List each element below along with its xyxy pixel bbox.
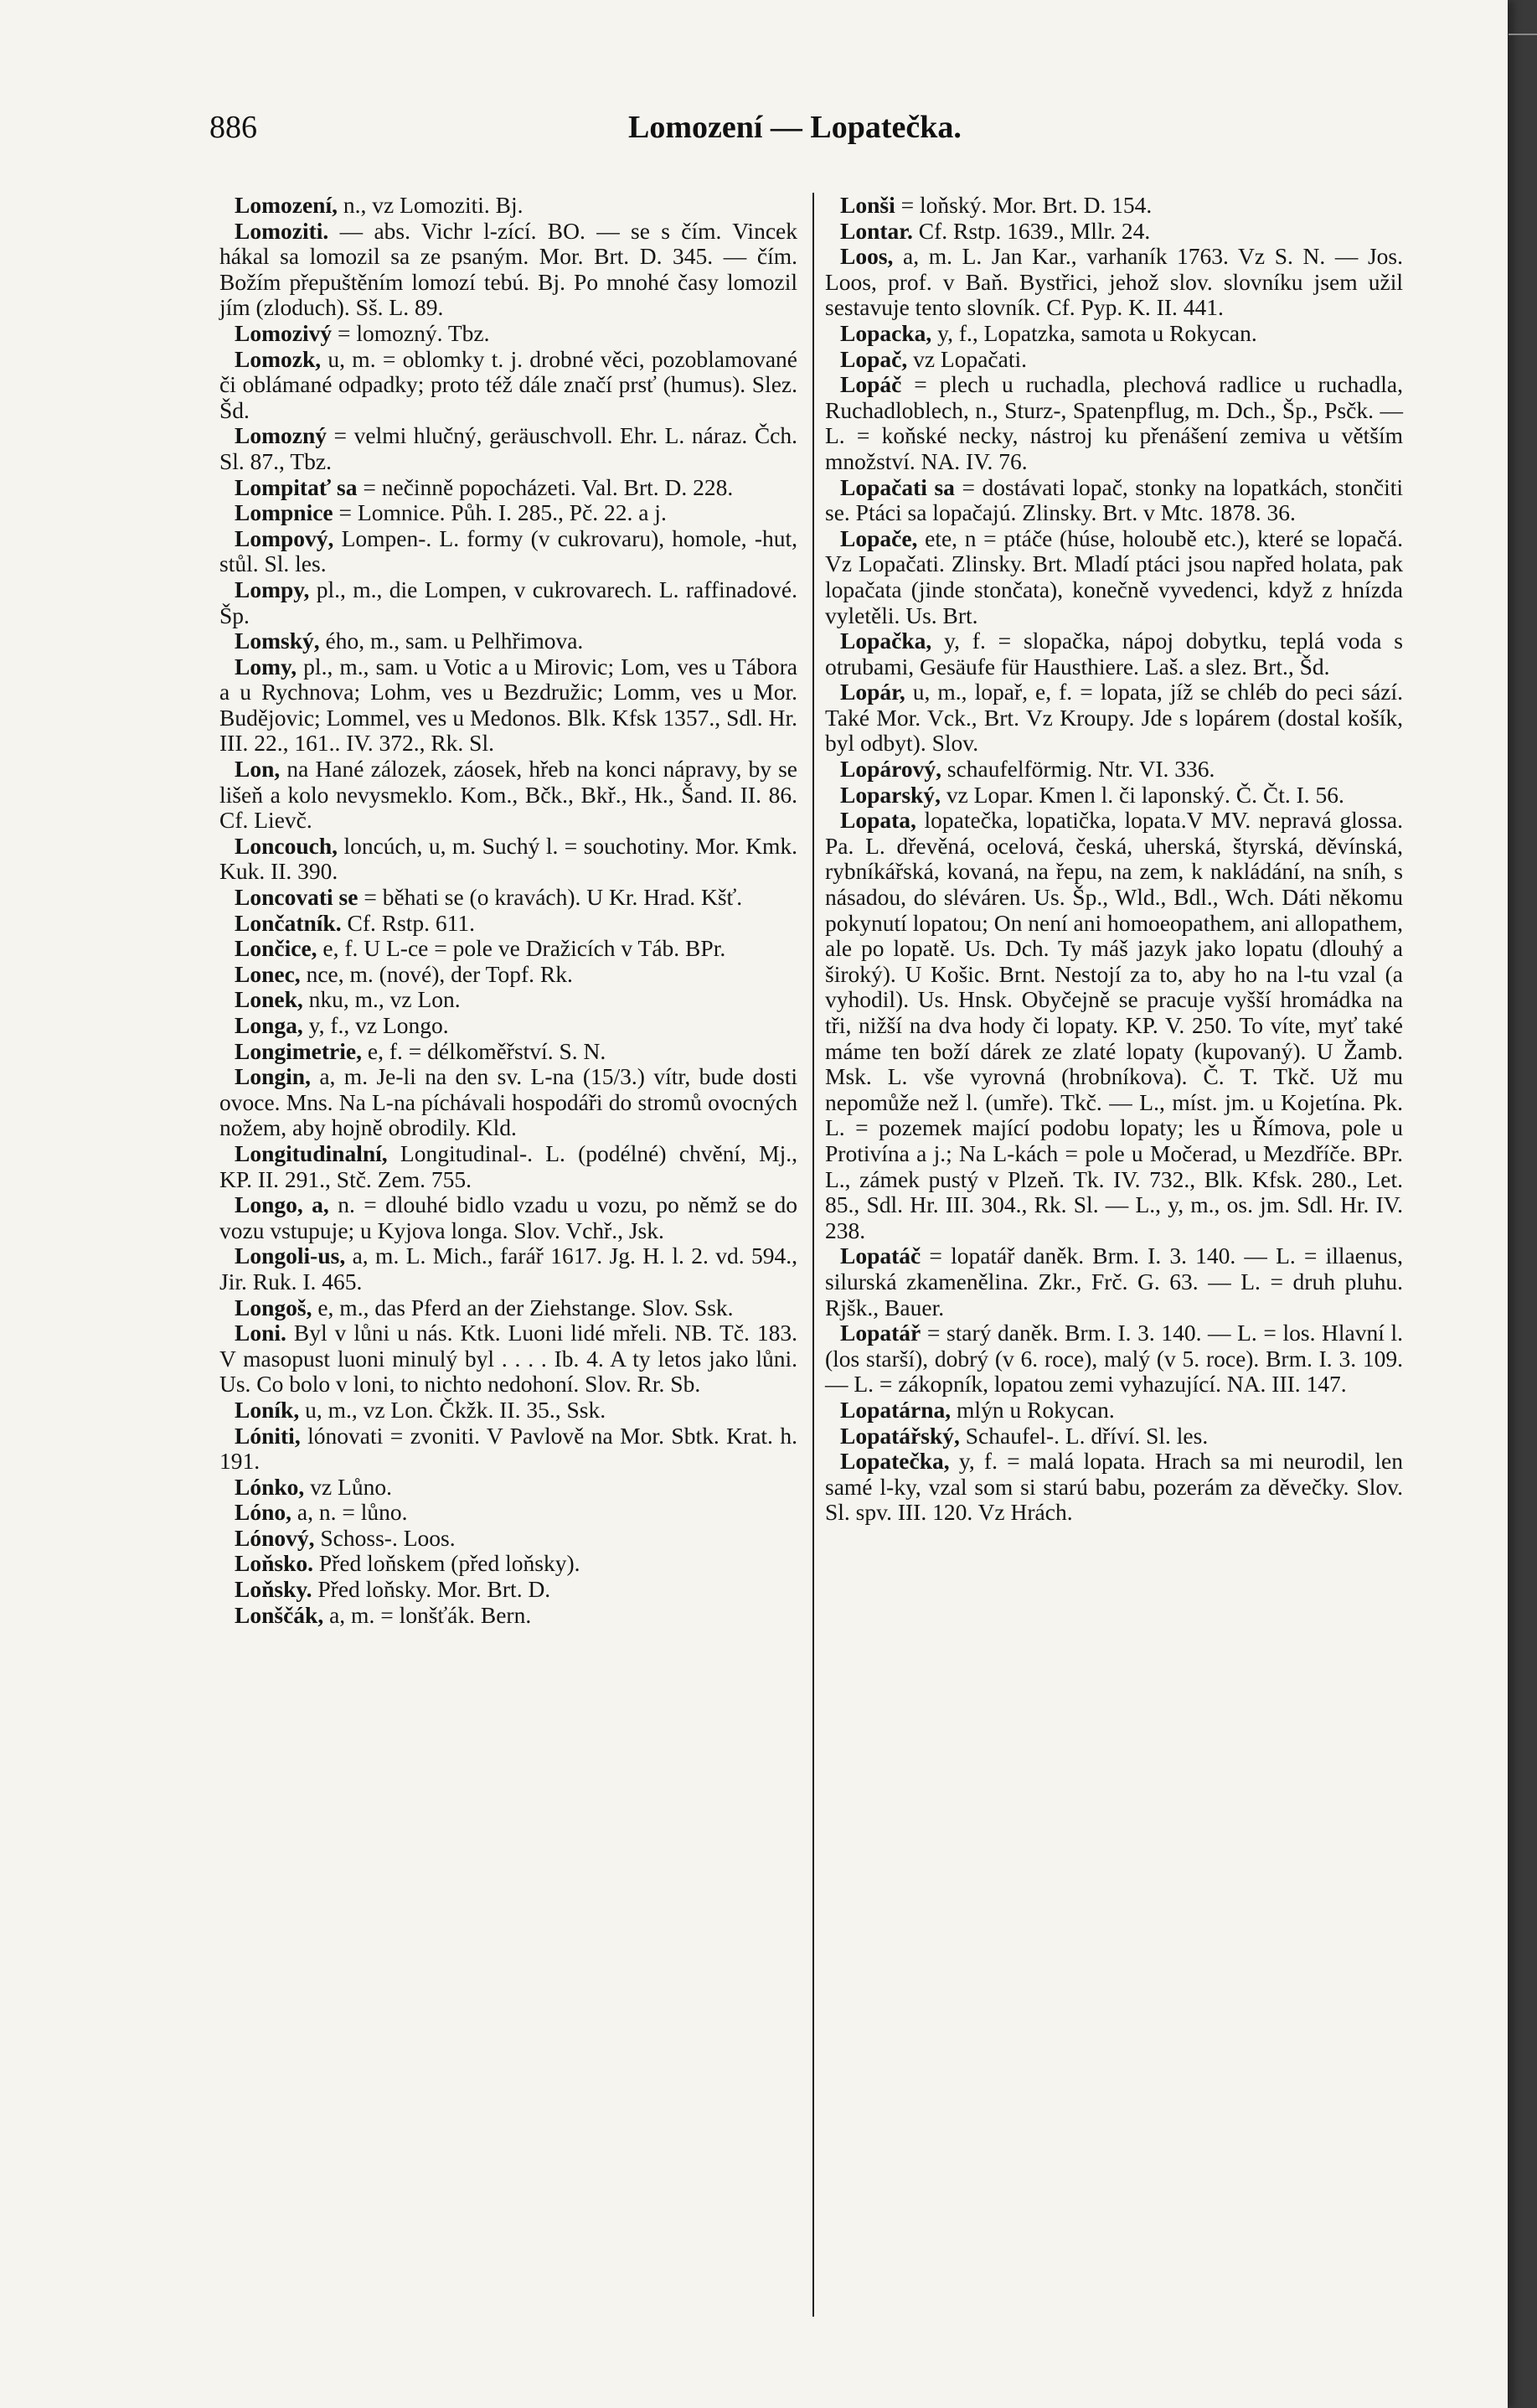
entry-headword: Lopacka, [840,319,932,346]
dictionary-entry [219,1551,797,1577]
entry-headword: Loni. [235,1320,286,1346]
entry-text: Před loňsky. Mor. Brt. D. [312,1576,551,1603]
entry-text: = dostávati lopač, stonky na lopatkách, stončiti se. Ptáci sa lopačajú. Zlinsky. Brt. v Mtc. 1878. 36. [825,473,1404,526]
dictionary-entry [219,423,797,474]
entry-text: ete, n = ptáče (húse, holoubě etc.), které se lopačá. Vz Lopačati. Zlinsky. Brt. Mladí ptáci jsou napřed holata, pak lopačata (jinde stončata), konečně vyvedenci, když z hnízda vyletěli. Us. Brt. [825,524,1403,628]
entry-headword: Lopár, [840,679,905,705]
entry-headword: Longo, a, [235,1191,329,1218]
entry-headword: Longimetrie, [235,1037,362,1064]
dictionary-entry [219,1320,797,1398]
entry-text: e, f. U L-ce = pole ve Dražicích v Táb. BPr. [317,935,726,962]
dictionary-entry [219,193,797,219]
dictionary-entry [219,1192,797,1243]
dictionary-entry [825,1243,1403,1320]
entry-text: y, f. = slopačka, nápoj dobytku, teplá voda s otrubami, Gesäufe für Hausthiere. Laš. a slez. Brt., Šd. [825,628,1403,680]
entry-headword: Loňsko. [235,1550,314,1577]
entry-headword: Lopatářský, [840,1422,960,1449]
entry-headword: Lonek, [235,986,303,1013]
dictionary-entry [825,680,1403,757]
entry-headword: Lóno, [235,1499,292,1526]
entry-headword: Lopárový, [840,756,941,783]
entry-text: Schaufel-. L. dříví. Sl. les. [959,1422,1209,1449]
entry-headword: Lončatník. [235,909,342,936]
entry-headword: Lopač, [840,345,908,372]
entry-text: u, m. = oblomky t. j. drobné věci, pozoblamované či oblámané odpadky; proto též dále značí prsť (humus). Slez. Šd. [219,345,797,423]
entry-headword: Lóniti, [235,1422,301,1449]
entry-headword: Lomoziti. [235,217,329,244]
dictionary-entry [219,1013,797,1039]
dictionary-entry [219,1475,797,1501]
entry-text: a, n. = lůno. [291,1499,408,1526]
dictionary-entry [219,1577,797,1603]
entry-headword: Longitudinalní, [235,1139,388,1166]
dictionary-entry [825,783,1403,809]
entry-text: loncúch, u, m. Suchý l. = souchotiny. Mor. Kmk. Kuk. II. 390. [219,832,797,885]
dictionary-entry [219,475,797,501]
entry-text: mlýn u Rokycan. [951,1396,1115,1423]
dictionary-entry [825,808,1403,1243]
entry-text: = Lomnice. Půh. I. 285., Pč. 22. a j. [333,499,667,526]
dictionary-entry [825,321,1403,347]
entry-text: a, m. L. Mich., farář 1617. Jg. H. l. 2. vd. 594., Jir. Ruk. I. 465. [219,1243,797,1294]
entry-text: — abs. Vichr l-zící. BO. — se s čím. Vincek hákal sa lomozil sa ze psaným. Mor. Brt. D. 345. — čím. Božím přepuštěním lomozí tebú. Bj. Po mnohé časy lomozil jím (zloduch). Sš. L. 89. [219,217,797,321]
entry-text: y, f., Lopatzka, samota u Rokycan. [931,319,1257,346]
dictionary-entry [219,834,797,885]
entry-text: pl., m., sam. u Votic a u Mirovic; Lom, ves u Tábora a u Rychnova; Lohm, ves u Bezdružic; Lomm, ves u Mor. Budějovic; Lommel, ves u Medonos. Blk. Kfsk 1357., Sdl. Hr. III. 22., 161.. IV. 372., Rk. Sl. [219,653,797,757]
entry-headword: Lopáč [840,371,902,398]
entry-headword: Lopatáč [840,1243,921,1269]
entry-headword: Lontar. [840,217,913,244]
entry-headword: Lonščák, [235,1601,324,1628]
entry-text: Longitudinal-. L. (podélné) chvění, Mj., KP. II. 291., Stč. Zem. 755. [219,1139,797,1192]
entry-headword: Lopačka, [840,628,932,654]
dictionary-entry [219,911,797,937]
entry-text: = plech u ruchadla, plechová radlice u ruchadla, Ruchadloblech, n., Sturz-, Spatenpflug, m. Dch., Šp., Psčk. — L. = koňské necky, nástroj ku přenášení zemiva u větším množství. NA. IV. 76. [825,371,1403,474]
entry-headword: Lomy, [235,653,297,680]
dictionary-entry [825,1449,1403,1526]
entry-text: ého, m., sam. u Pelhřimova. [319,628,584,654]
entry-text: = nečinně popocházeti. Val. Brt. D. 228. [357,473,734,500]
entry-text: a, m. L. Jan Kar., varhaník 1763. Vz S. N. — Jos. Loos, prof. v Baň. Bystřici, jehož slov. slovníku jsem užil sestavuje tento slovník. Cf. Pyp. K. II. 441. [825,243,1403,321]
entry-text: u, m., vz Lon. Čkžk. II. 35., Ssk. [299,1396,606,1423]
entry-headword: Loparský, [840,781,941,808]
entry-headword: Lónový, [235,1524,315,1551]
entry-headword: Lomození, [235,192,338,218]
entry-headword: Loník, [235,1396,300,1423]
entry-headword: Loncouch, [235,832,338,859]
entry-text: n., vz Lomoziti. Bj. [337,192,524,218]
entry-text: = starý daněk. Brm. I. 3. 140. — L. = los. Hlavní l. (los starší), dobrý (v 6. roce), malý (v 5. roce). Brm. I. 3. 109. — L. = zákopník, lopatou zemi vyhazující. NA. III. 147. [825,1320,1403,1398]
entry-text: schaufelförmig. Ntr. VI. 336. [941,756,1215,783]
entry-headword: Lompy, [235,576,310,602]
dictionary-entry [219,219,797,321]
dictionary-entry [219,1141,797,1192]
entry-headword: Lomozný [235,422,327,449]
entry-text: lopatečka, lopatička, lopata.V MV. nepravá glossa. Pa. L. dřevěná, ocelová, česká, uherská, štyrská, děvínská, rybníkářská, kovaná, na řepu, na zem, k nakládání, na sníh, s násadou, do sléváren. Us. Šp., Wld., Bdl., Wch. Dáti někomu pokynutí lopatou; On není ani homoeopathem, ani allopathem, ale po lopatě. Us. Dch. Ty máš jazyk jako lopatu (dlouhý a široký). U Košic. Brnt. Nestojí za to, aby ho na l-tu vzal (a vyhodil). Us. Hnsk. Obyčejně se pracuje vyšší hromádka na tři, nižší na dva hody či lopaty. KP. V. 250. To víte, myť také máme ten boží dárek ze zlaté lopaty (kupovaný). U Žamb. Msk. L. vše vyrovná (hrobníkova). Č. T. Tkč. Už mu nepomůže než l. (umře). Tkč. — L., míst. jm. u Kojetína. Pk. L. = pozemek mající podobu lopaty; les u Římova, pole u Protivína a j.; Na L-kách = pole u Močerad, u Mezdříče. BPr. L., zámek pustý v Plzeň. Tk. IV. 732., Blk. Kfsk. 280., Let. 85., Sdl. Hr. III. 304., Rk. Sl. — L., y, m., os. jm. Sdl. Hr. IV. 238. [825,807,1403,1243]
entry-text: Cf. Rstp. 611. [341,909,476,936]
entry-text: u, m., lopař, e, f. = lopata, jíž se chléb do peci sází. Také Mor. Vck., Brt. Vz Kroupy. Jde s lopárem (dostal košík, byl odbyt). Slov. [825,679,1403,757]
entry-text: nce, m. (nové), der Topf. Rk. [300,960,573,987]
entry-text: pl., m., die Lompen, v cukrovarech. L. raffinadové. Šp. [219,576,797,628]
entry-text: vz Lopar. Kmen l. či laponský. Č. Čt. I. 56. [940,781,1344,808]
entry-text: a, m. Je-li na den sv. L-na (15/3.) vítr, bude dosti ovoce. Mns. Na L-na píchávali hospodáři do stromů ovocných nožem, aby hojně obrodily. Kld. [219,1063,797,1141]
entry-text: vz Lůno. [304,1473,392,1500]
entry-headword: Lompnice [235,499,333,526]
entry-headword: Lopatečka, [840,1448,950,1475]
dictionary-entry [825,347,1403,373]
entry-headword: Loňsky. [235,1576,312,1603]
entry-headword: Lomozk, [235,345,322,372]
entry-headword: Longoš, [235,1294,312,1320]
dictionary-entry [825,757,1403,783]
dictionary-entry [825,1320,1403,1398]
entry-headword: Lonec, [235,960,301,987]
entry-text: y, f., vz Longo. [302,1012,449,1038]
column-divider [812,193,814,2317]
dictionary-entry [825,526,1403,628]
entry-headword: Loos, [840,243,894,270]
entry-headword: Lomozivý [235,319,333,346]
entry-headword: Lon, [235,756,281,783]
dictionary-entry [825,628,1403,680]
entry-headword: Longa, [235,1012,303,1038]
dictionary-entry [219,1424,797,1475]
entry-headword: Lopata, [840,807,916,834]
dictionary-entry [219,1295,797,1321]
dictionary-entry [219,962,797,988]
entry-text: = velmi hlučný, geräuschvoll. Ehr. L. náraz. Čch. Sl. 87., Tbz. [219,422,797,474]
entry-text: vz Lopačati. [907,345,1027,372]
entry-headword: Lompitať sa [235,473,358,500]
page-number: 886 [209,110,257,145]
entry-text: Lompen-. L. formy (v cukrovaru), homole, -hut, stůl. Sl. les. [219,524,797,577]
dictionary-entry [219,936,797,962]
dictionary-entry [825,219,1403,245]
entry-text: nku, m., vz Lon. [302,986,461,1013]
entry-headword: Lompový, [235,524,334,551]
dictionary-entry [219,1500,797,1526]
entry-text: a, m. = lonšťák. Bern. [323,1601,532,1628]
entry-text: = lopatář daněk. Brm. I. 3. 140. — L. = illaenus, silurská zkamenělina. Zkr., Frč. G. 63. — L. = druh pluhu. Rjšk., Bauer. [825,1243,1403,1320]
dictionary-entry [219,321,797,347]
dictionary-entry [219,1039,797,1065]
entry-headword: Lopače, [840,524,918,551]
dictionary-entry [219,526,797,577]
left-column [219,193,797,1628]
entry-text: Před loňskem (před loňsky). [313,1550,580,1577]
dictionary-entry [219,885,797,911]
entry-text: e, f. = délkoměřství. S. N. [361,1037,606,1064]
entry-headword: Lonši [840,192,895,218]
entry-text: = běhati se (o kravách). U Kr. Hrad. Kšť. [358,884,743,911]
entry-headword: Longin, [235,1063,311,1090]
dictionary-entry [825,193,1403,219]
entry-headword: Lopatárna, [840,1396,952,1423]
entry-headword: Lopatář [840,1320,921,1346]
entry-text: e, m., das Pferd an der Ziehstange. Slov. Ssk. [312,1294,734,1320]
entry-text: Schoss-. Loos. [314,1524,456,1551]
dictionary-entry [219,654,797,757]
dictionary-entry [219,500,797,526]
dictionary-entry [219,628,797,654]
entry-text: n. = dlouhé bidlo vzadu u vozu, po němž se do vozu vstupuje; u Kyjova longa. Slov. Vchř., Jsk. [219,1191,797,1243]
dictionary-entry [219,1603,797,1629]
entry-headword: Lónko, [235,1473,305,1500]
dictionary-entry [825,372,1403,474]
dictionary-entry [219,1398,797,1424]
dictionary-entry [219,577,797,628]
right-column [825,193,1403,1526]
entry-headword: Lopačati sa [840,473,955,500]
entry-headword: Longoli-us, [235,1243,346,1269]
entry-text: = loňský. Mor. Brt. D. 154. [895,192,1153,218]
dictionary-entry [219,1064,797,1141]
entry-text: y, f. = malá lopata. Hrach sa mi neurodil, len samé l-ky, vzal som si starú babu, pozerám za děvečky. Slov. Sl. spv. III. 120. Vz Hrách. [825,1448,1403,1526]
dictionary-entry [219,347,797,424]
dictionary-entry [825,244,1403,321]
dictionary-entry [219,1243,797,1294]
entry-headword: Lončice, [235,935,317,962]
entry-headword: Lomský, [235,628,320,654]
dictionary-entry [219,987,797,1013]
running-head: Lomození — Lopatečka. [628,110,962,145]
dictionary-entry [825,1424,1403,1449]
page-header [209,109,1039,159]
entry-headword: Loncovati se [235,884,358,911]
entry-text: = lomozný. Tbz. [332,319,490,346]
entry-text: Byl v lůni u nás. Ktk. Luoni lidé mřeli. NB. Tč. 183. V masopust luoni minulý byl . . . . Ib. 4. A ty letos jako lůni. Us. Co bolo v loni, to nichto nedohoní. Slov. Rr. Sb. [219,1320,797,1398]
scan-edge-mark [1509,34,1537,35]
dictionary-entry [825,475,1403,526]
dictionary-entry [219,757,797,834]
entry-text: Cf. Rstp. 1639., Mllr. 24. [912,217,1151,244]
entry-text: na Hané zálozek, záosek, hřeb na konci nápravy, by se lišeň a kolo nevysmeklo. Kom., Bčk., Bkř., Hk., Šand. II. 86. Cf. Lievč. [219,756,797,834]
dictionary-entry [219,1526,797,1552]
entry-text: lónovati = zvoniti. V Pavlově na Mor. Sbtk. Krat. h. 191. [219,1422,797,1475]
dictionary-entry [825,1398,1403,1424]
